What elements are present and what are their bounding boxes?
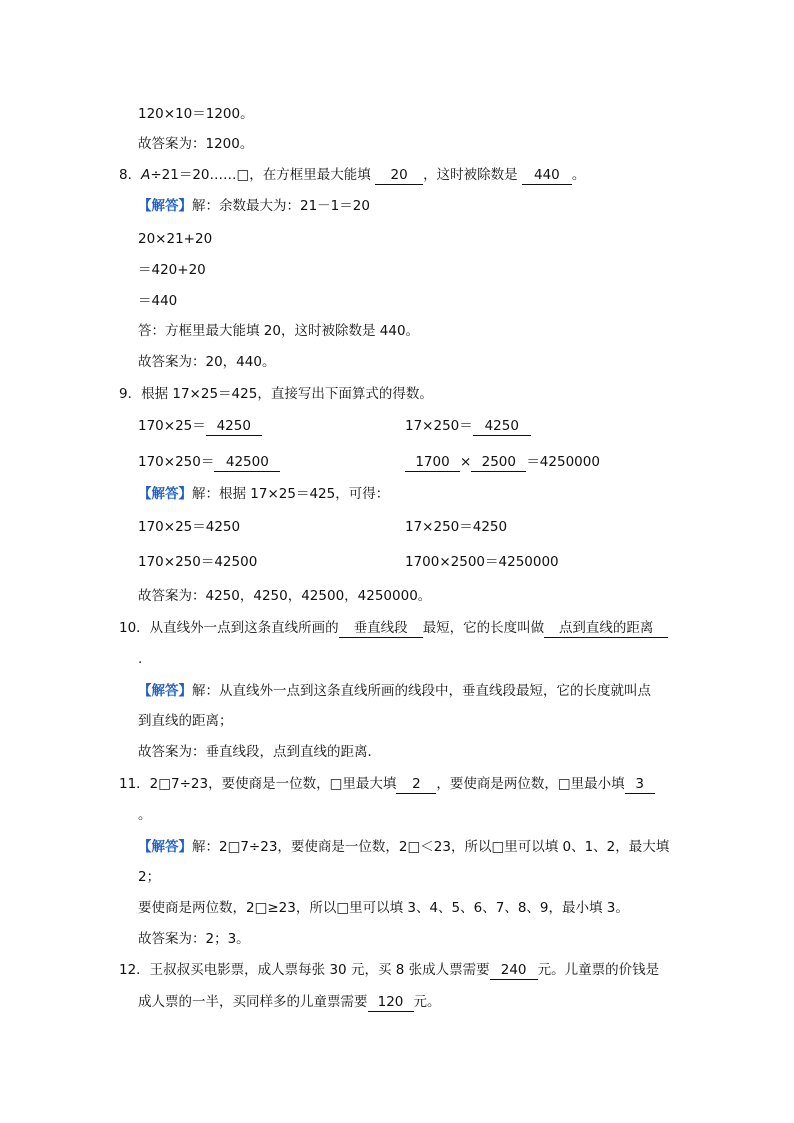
prev-answer: 故答案为：1200。 [138,136,254,152]
q8-stem-mid: ÷21＝20……□，在方框里最大能填 [150,167,371,183]
q8-solution-line-3: ＝440 [138,293,178,309]
q9-solution-r1-left: 170×25＝4250 [138,519,241,535]
q12-blank-1[interactable]: 240 [490,962,538,980]
q8-solution-line-1: 20×21+20 [138,231,213,247]
q8-answer-tag: 【解答】 [138,198,192,214]
q11-final-answer: 故答案为：2；3。 [138,931,250,947]
q11-answer-tag: 【解答】 [138,839,192,855]
q10-blank-2[interactable]: 点到直线的距离 [544,620,668,638]
q8-final-answer: 故答案为：20，440。 [138,354,276,370]
q10-stem-end: . [138,651,143,667]
q11-solution-l3: 要使商是两位数，2□≥23，所以□里可以填 3、4、5、6、7、8、9，最小填 3。 [138,900,629,916]
q9-r1-left-blank[interactable]: 4250 [206,418,262,436]
q8-stem-mid2: ，这时被除数是 [423,167,518,183]
q11-stem-b: ，要使商是两位数，□里最小填 [436,776,625,792]
q10-stem [119,618,668,638]
q11-solution-l1 [138,837,669,857]
q9-solution-r2-right: 1700×2500＝4250000 [405,554,559,570]
q9-row2-right [405,452,600,472]
q9-r2-result: ＝4250000 [526,454,600,470]
q8-solution-intro [138,196,370,216]
q9-r2-left-expr: 170×250＝ [138,454,215,470]
q9-row1-left [138,416,262,436]
q8-solution-text: 解：余数最大为：21－1＝20 [192,198,370,214]
q8-blank-1[interactable]: 20 [375,167,423,185]
q8-number: 8． [119,167,142,183]
q9-r1-right-blank[interactable]: 4250 [473,418,531,436]
q11-stem-a: 11．2□7÷23，要使商是一位数，□里最大填 [119,776,397,792]
q8-stem [119,165,585,185]
q10-final-answer: 故答案为：垂直线段，点到直线的距离． [138,744,381,760]
q10-stem-b: 最短，它的长度叫做 [422,620,545,636]
q9-solution-r2-left: 170×250＝42500 [138,554,258,570]
q9-r2-right-blank-2[interactable]: 2500 [471,454,526,472]
q12-stem-b: 元。儿童票的价钱是 [537,962,660,978]
q10-blank-1[interactable]: 垂直线段 [339,620,423,638]
q12-stem-line-1 [119,960,659,980]
q9-r2-left-blank[interactable]: 42500 [214,454,280,472]
q11-blank-1[interactable]: 2 [396,776,436,794]
q10-solution-l1 [138,681,651,701]
q10-answer-tag: 【解答】 [138,683,192,699]
q9-row2-left [138,452,280,472]
q10-solution-l2: 到直线的距离； [138,713,233,729]
prev-calc: 120×10＝1200。 [138,106,254,122]
q12-stem-d: 元。 [413,994,441,1010]
q11-stem-end: 。 [138,807,152,823]
q9-solution-r1-right: 17×250＝4250 [405,519,508,535]
q9-stem: 9．根据 17×25＝425，直接写出下面算式的得数。 [119,386,433,402]
q11-blank-2[interactable]: 3 [625,776,655,794]
q11-solution-text: 解：2□7÷23，要使商是一位数，2□＜23，所以□里可以填 0、1、2，最大填 [192,839,670,855]
q9-r1-left-expr: 170×25＝ [138,418,206,434]
q9-solution-intro [138,484,389,504]
q8-solution-answer: 答：方框里最大能填 20，这时被除数是 440。 [138,323,420,339]
q9-answer-tag: 【解答】 [138,486,192,502]
q8-solution-line-2: ＝420+20 [138,262,206,278]
q8-stem-end: 。 [571,167,586,183]
q8-variable: A [141,167,151,183]
q9-times-sign: × [460,454,472,470]
q12-stem-line-2 [138,992,441,1012]
q10-solution-text: 解：从直线外一点到这条直线所画的线段中，垂直线段最短，它的长度就叫点 [192,683,651,699]
q9-final-answer: 故答案为：4250，4250，42500，4250000。 [138,588,432,604]
q9-row1-right [405,416,531,436]
q12-blank-2[interactable]: 120 [368,994,414,1012]
q9-r2-right-blank-1[interactable]: 1700 [405,454,460,472]
q8-blank-2[interactable]: 440 [522,167,572,185]
q9-solution-text: 解：根据 17×25＝425，可得： [192,486,390,502]
q12-stem-c: 成人票的一半，买同样多的儿童票需要 [138,994,368,1010]
q11-solution-l2: 2； [138,869,161,885]
q9-r1-right-expr: 17×250＝ [405,418,473,434]
q11-stem [119,774,655,794]
q12-stem-a: 12．王叔叔买电影票，成人票每张 30 元，买 8 张成人票需要 [119,962,490,978]
q10-stem-a: 10．从直线外一点到这条直线所画的 [119,620,339,636]
